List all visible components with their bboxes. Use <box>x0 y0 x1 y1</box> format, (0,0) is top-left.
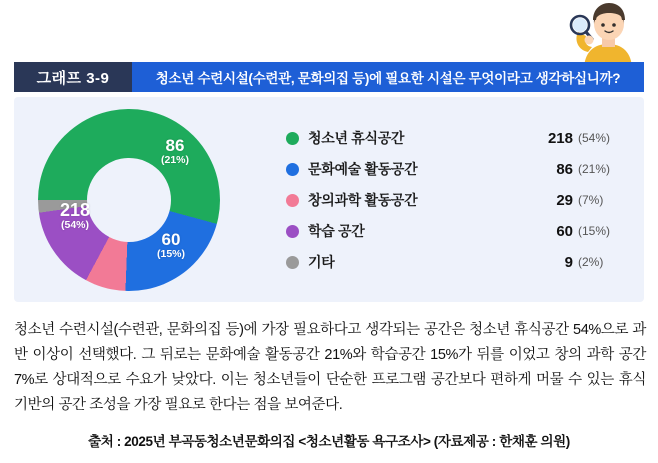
legend-value: 9 <box>564 253 573 271</box>
source-line: 출처 : 2025년 부곡동청소년문화의집 <청소년활동 욕구조사> (자료제공 : 한채훈 의원) <box>88 434 570 449</box>
legend-label: 학습 공간 <box>308 223 365 239</box>
person-with-magnifier-illustration <box>566 0 652 70</box>
graph-number-tag: 그래프 3-9 <box>14 62 132 92</box>
legend-color-dot <box>286 163 299 176</box>
legend-label: 청소년 휴식공간 <box>308 130 405 146</box>
legend-value: 86 <box>556 160 573 178</box>
legend-color-dot <box>286 132 299 145</box>
legend-label: 창의과학 활동공간 <box>308 192 418 208</box>
slice-label-0: 218 (54%) <box>59 200 91 231</box>
chart-panel <box>14 97 644 302</box>
legend-value: 218 <box>547 129 573 147</box>
legend-value: 29 <box>556 191 573 209</box>
legend-percent: (7%) <box>578 193 604 207</box>
legend-label: 문화예술 활동공간 <box>308 161 418 177</box>
analysis-paragraph: 청소년 수련시설(수련관, 문화의집 등)에 가장 필요하다고 생각되는 공간은 청소년 휴식공간 54%으로 과반 이상이 선택했다. 그 뒤로는 문화예술 활동공간 21%와 학습공간 15%가 뒤를 이었고 창의 과학 공간 7%로 상대적으로 수요가 낮았다. 이는 청소년들이 단순한 프로그램 공간보다 편하게 머물 수 있는 휴식 기반의 공간 조성을 가장 필요로 한다는 점을 보여준다. <box>14 322 646 413</box>
graph-question-title: 청소년 수련시설(수련관, 문화의집 등)에 필요한 시설은 무엇이라고 생각하십니까? <box>132 62 644 92</box>
legend-row <box>286 187 622 213</box>
legend-row <box>286 156 622 182</box>
legend-row <box>286 218 622 244</box>
slice-label-1: 86 (21%) <box>160 136 189 166</box>
donut-chart <box>38 109 220 291</box>
legend-color-dot <box>286 194 299 207</box>
legend-percent: (15%) <box>578 224 611 238</box>
legend-value: 60 <box>556 222 573 240</box>
legend-row <box>286 125 622 151</box>
legend-label: 기타 <box>308 254 335 270</box>
legend-percent: (54%) <box>578 131 611 145</box>
legend-color-dot <box>286 225 299 238</box>
graph-header <box>14 62 644 92</box>
legend-row <box>286 249 622 275</box>
legend-color-dot <box>286 256 299 269</box>
legend-percent: (21%) <box>578 162 611 176</box>
chart-legend <box>286 125 622 280</box>
legend-percent: (2%) <box>578 255 604 269</box>
slice-label-3: 60 (15%) <box>156 230 185 260</box>
